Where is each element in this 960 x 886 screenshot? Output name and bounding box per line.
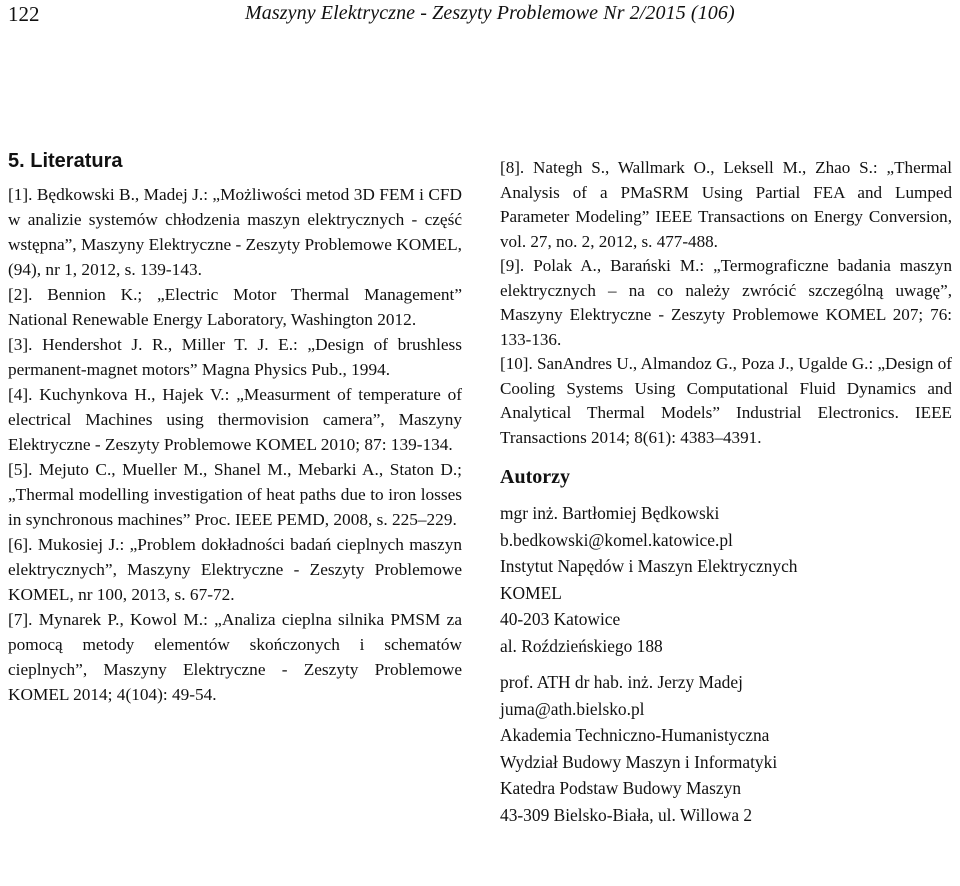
author-affiliation: Instytut Napędów i Maszyn Elektrycznych [500, 556, 798, 576]
reference-list-right [500, 156, 952, 450]
section-title: 5. Literatura [8, 150, 123, 172]
reference-item: [10]. SanAndres U., Almandoz G., Poza J., Ugalde G.: „Design of Cooling Systems Using Computational Fluid Dynamics and Analytical Thermal Models” Industrial Electronics. IEEE Transactions 2014; 8(61): 4383–4391. [500, 354, 952, 447]
reference-item: [9]. Polak A., Barański M.: „Termograficzne badania maszyn elektrycznych – na co należy zwrócić szczególną uwagę”, Maszyny Elektryczne - Zeszyty Problemowe KOMEL 207; 76: 133-136. [500, 256, 952, 349]
reference-item: [7]. Mynarek P., Kowol M.: „Analiza cieplna silnika PMSM za pomocą metody elementów skończonych i schematów cieplnych”, Maszyny Elektryczne - Zeszyty Problemowe KOMEL 2014; 4(104): 49-54. [8, 610, 462, 704]
author-email: b.bedkowski@komel.katowice.pl [500, 529, 733, 550]
reference-item: [3]. Hendershot J. R., Miller T. J. E.: „Design of brushless permanent-magnet motors” Magna Physics Pub., 1994. [8, 335, 462, 379]
author-affiliation: Katedra Podstaw Budowy Maszyn [500, 778, 742, 798]
author-email: juma@ath.bielsko.pl [500, 698, 645, 719]
reference-list-left [8, 182, 462, 707]
page-number: 122 [8, 2, 40, 26]
author-address: 40-203 Katowice [500, 609, 621, 629]
page-header [0, 0, 960, 40]
author-name: mgr inż. Bartłomiej Będkowski [500, 503, 720, 523]
author-name: prof. ATH dr hab. inż. Jerzy Madej [500, 672, 743, 692]
author-affiliation: Akademia Techniczno-Humanistyczna [500, 725, 770, 745]
author-affiliation: Wydział Budowy Maszyn i Informatyki [500, 751, 778, 772]
reference-item: [5]. Mejuto C., Mueller M., Shanel M., Mebarki A., Staton D.; „Thermal modelling investigation of heat paths due to iron losses in synchronous machines” Proc. IEEE PEMD, 2008, s. 225–229. [8, 460, 462, 529]
author-address: 43-309 Bielsko-Biała, ul. Willowa 2 [500, 804, 753, 825]
reference-item: [6]. Mukosiej J.: „Problem dokładności badań cieplnych maszyn elektrycznych”, Maszyny Elektryczne - Zeszyty Problemowe KOMEL, nr 100, 2013, s. 67-72. [8, 535, 462, 604]
authors-heading: Autorzy [500, 466, 570, 488]
author-block-1 [500, 500, 952, 659]
reference-item: [8]. Nategh S., Wallmark O., Leksell M., Zhao S.: „Thermal Analysis of a PMaSRM Using Partial FEA and Lumped Parameter Modeling” IEEE Transactions on Energy Conversion, vol. 27, no. 2, 2012, s. 477-488. [500, 158, 952, 251]
reference-item: [2]. Bennion K.; „Electric Motor Thermal Management” National Renewable Energy Laboratory, Washington 2012. [8, 285, 462, 329]
journal-title: Maszyny Elektryczne - Zeszyty Problemowe Nr 2/2015 (106) [245, 2, 735, 24]
author-address: al. Roździeńskiego 188 [500, 635, 663, 656]
reference-item: [4]. Kuchynkova H., Hajek V.: „Measurment of temperature of electrical Machines using thermovision camera”, Maszyny Elektryczne - Zeszyty Problemowe KOMEL 2010; 87: 139-134. [8, 385, 462, 454]
left-column [8, 148, 462, 707]
reference-item: [1]. Będkowski B., Madej J.: „Możliwości metod 3D FEM i CFD w analizie systemów chłodzenia maszyn elektrycznych - część wstępna”, Maszyny Elektryczne - Zeszyty Problemowe KOMEL, (94), nr 1, 2012, s. 139-143. [8, 185, 462, 279]
right-column [500, 156, 952, 838]
author-affiliation: KOMEL [500, 582, 562, 603]
author-block-2 [500, 669, 952, 828]
